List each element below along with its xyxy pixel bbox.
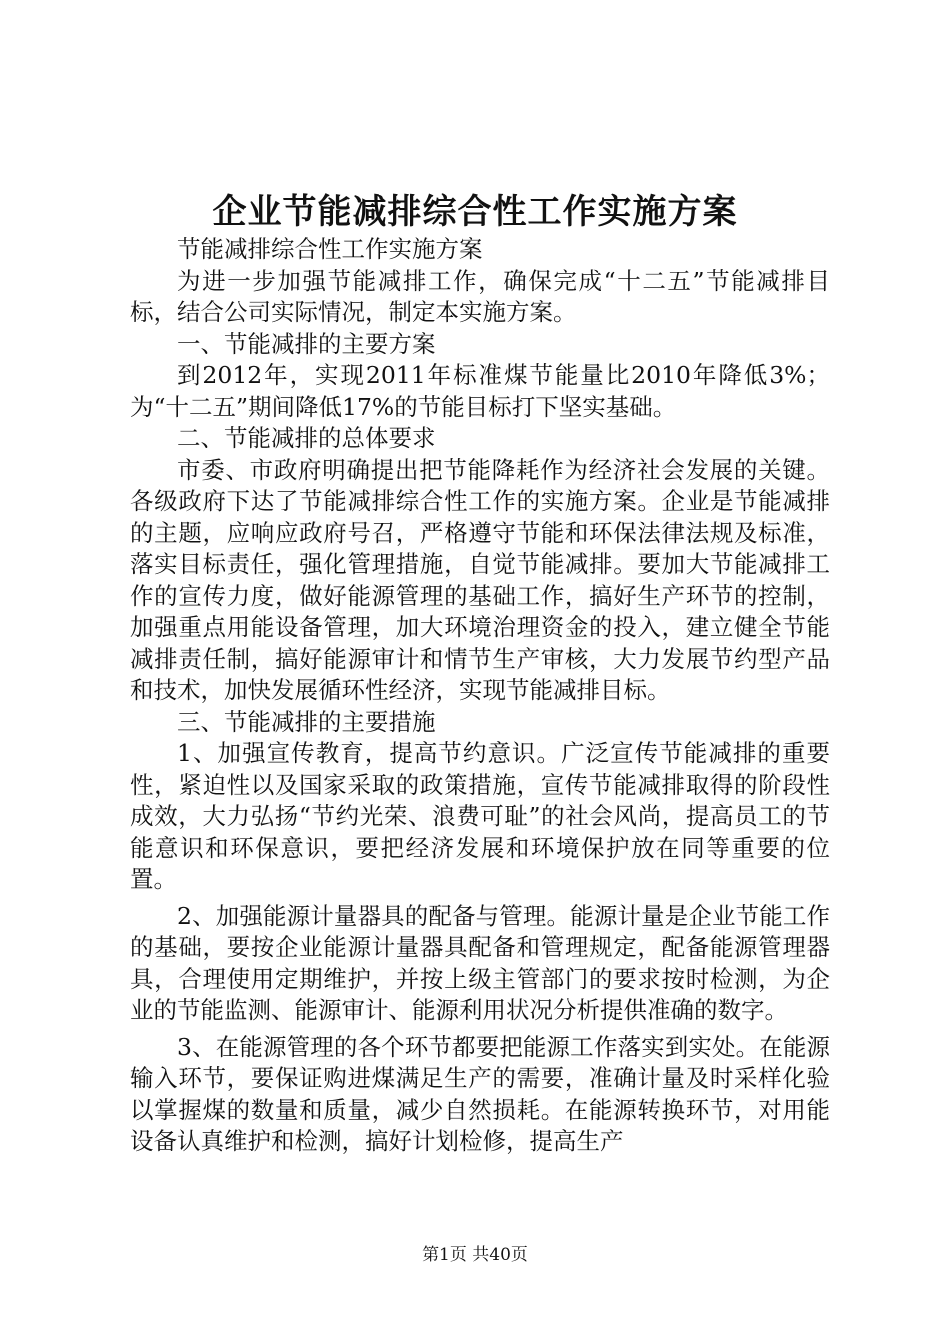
paragraph-requirements: 市委、市政府明确提出把节能降耗作为经济社会发展的关键。各级政府下达了节能减排综合性工作的实施方案。企业是节能减排的主题，应响应政府号召，严格遵守节能和环保法律法规及标准，落实目标责任，强化管理措施，自觉节能减排。要加大节能减排工作的宣传力度，做好能源管理的基础工作，搞好生产环节的控制，加强重点用能设备管理，加大环境治理资金的投入，建立健全节能减排责任制，搞好能源审计和情节生产审核，大力发展节约型产品和技术，加快发展循环性经济，实现节能减排目标。 (130, 455, 830, 704)
page-number-footer: 第1页 共40页 (422, 1245, 528, 1265)
paragraph-measure-1: 1、加强宣传教育，提高节约意识。广泛宣传节能减排的重要性，紧迫性以及国家采取的政策措施，宣传节能减排取得的阶段性成效，大力弘扬“节约光荣、浪费可耻”的社会风尚，提高员工的节能意识和环保意识，要把经济发展和环境保护放在同等重要的位置。 (130, 739, 830, 893)
paragraph-intro: 为进一步加强节能减排工作，确保完成“十二五”节能减排目标，结合公司实际情况，制定本实施方案。 (130, 266, 830, 326)
paragraph-target: 到2012年，实现2011年标准煤节能量比2010年降低3%；为“十二五”期间降低17%的节能目标打下坚实基础。 (130, 361, 830, 421)
document-title: 企业节能减排综合性工作实施方案 (212, 192, 738, 232)
section-heading-2: 二、节能减排的总体要求 (177, 424, 436, 452)
paragraph-measure-2: 2、加强能源计量器具的配备与管理。能源计量是企业节能工作的基础，要按企业能源计量器具配备和管理规定，配备能源管理器具，合理使用定期维护，并按上级主管部门的要求按时检测，为企业的节能监测、能源审计、能源利用状况分析提供准确的数字。 (130, 901, 830, 1024)
section-heading-1: 一、节能减排的主要方案 (177, 329, 436, 358)
section-heading-3: 三、节能减排的主要措施 (177, 707, 436, 736)
document-body (130, 234, 830, 1158)
paragraph-measure-3: 3、在能源管理的各个环节都要把能源工作落实到实处。在能源输入环节，要保证购进煤满足生产的需要，准确计量及时采样化验以掌握煤的数量和质量，减少自然损耗。在能源转换环节，对用能设备认真维护和检测，搞好计划检修，提高生产 (130, 1032, 830, 1155)
paragraph-subtitle: 节能减排综合性工作实施方案 (177, 235, 483, 263)
